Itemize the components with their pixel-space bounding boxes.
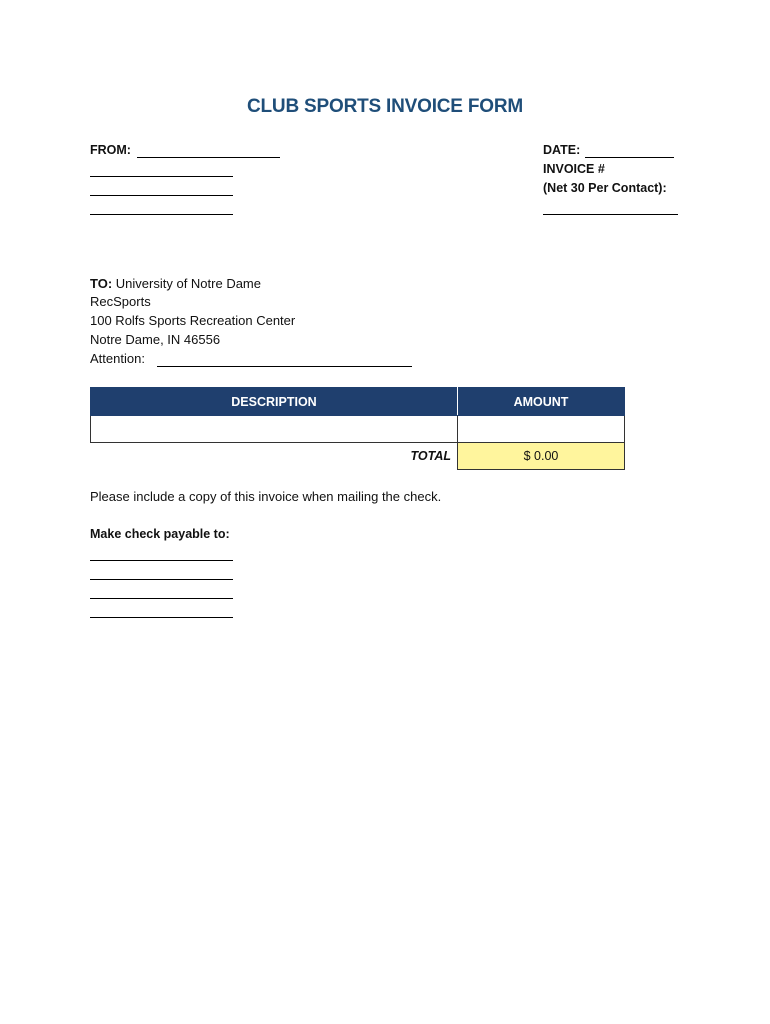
from-label: FROM: — [90, 143, 131, 157]
from-address-line-1[interactable] — [90, 176, 233, 177]
payable-label: Make check payable to: — [90, 527, 230, 541]
terms-label: (Net 30 Per Contact): — [543, 181, 667, 195]
to-label: TO: — [90, 276, 113, 291]
to-address: 100 Rolfs Sports Recreation Center — [90, 313, 296, 328]
invoice-table — [90, 387, 625, 470]
to-department: RecSports — [90, 294, 151, 309]
attention-label: Attention: — [90, 351, 145, 366]
invoice-number-field[interactable] — [543, 214, 678, 215]
total-label: TOTAL — [410, 449, 451, 464]
invoice-number-label: INVOICE # — [543, 162, 605, 176]
from-address-line-2[interactable] — [90, 195, 233, 196]
page-title: CLUB SPORTS INVOICE FORM — [247, 96, 523, 117]
from-address-line-3[interactable] — [90, 214, 233, 215]
from-field[interactable] — [137, 157, 280, 158]
payable-line-4[interactable] — [90, 617, 233, 618]
mailing-note: Please include a copy of this invoice when mailing the check. — [90, 489, 442, 504]
to-name: University of Notre Dame — [115, 276, 261, 291]
to-line — [90, 276, 261, 291]
date-field[interactable] — [585, 157, 674, 158]
total-row — [91, 443, 625, 470]
amount-cell[interactable] — [458, 416, 625, 443]
table-header-row — [91, 388, 625, 416]
total-value: $ 0.00 — [458, 443, 625, 470]
description-header: DESCRIPTION — [91, 388, 458, 416]
description-cell[interactable] — [91, 416, 458, 443]
table-row — [91, 416, 625, 443]
to-city: Notre Dame, IN 46556 — [90, 332, 221, 347]
payable-line-3[interactable] — [90, 598, 233, 599]
date-label: DATE: — [543, 143, 581, 157]
payable-line-2[interactable] — [90, 579, 233, 580]
attention-field[interactable] — [157, 366, 412, 367]
payable-line-1[interactable] — [90, 560, 233, 561]
amount-header: AMOUNT — [458, 388, 625, 416]
